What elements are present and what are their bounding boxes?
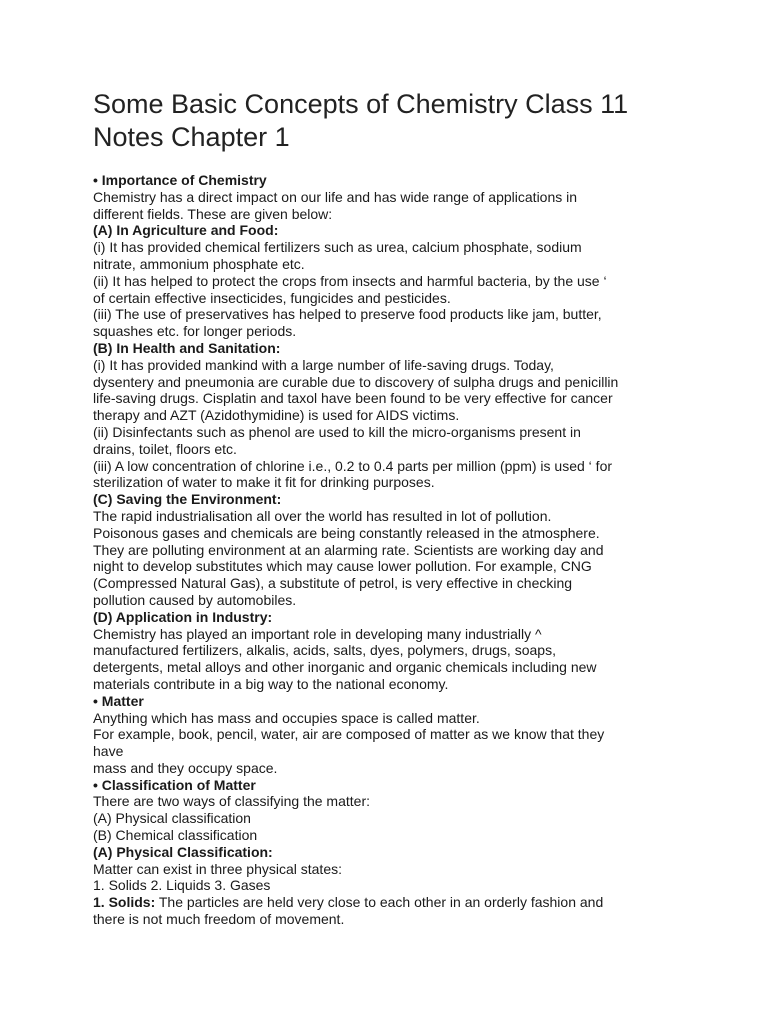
body-line: Chemistry has a direct impact on our life and has wide range of applications in xyxy=(93,188,578,205)
document-body xyxy=(93,172,683,928)
body-line: sterilization of water to make it fit for drinking purposes. xyxy=(93,474,435,491)
body-line: detergents, metal alloys and other inorganic and organic chemicals including new xyxy=(93,659,597,676)
body-line: mass and they occupy space. xyxy=(93,759,278,776)
body-line: pollution caused by automobiles. xyxy=(93,591,297,608)
body-line: There are two ways of classifying the matter: xyxy=(93,793,370,810)
section-heading: (C) Saving the Environment: xyxy=(93,491,282,508)
body-line: manufactured fertilizers, alkalis, acids, salts, dyes, polymers, drugs, soaps, xyxy=(93,642,556,659)
body-line: materials contribute in a big way to the national economy. xyxy=(93,675,449,692)
body-line: drains, toilet, floors etc. xyxy=(93,440,237,457)
body-line: nitrate, ammonium phosphate etc. xyxy=(93,255,305,272)
body-line: (iii) A low concentration of chlorine i.e., 0.2 to 0.4 parts per million (ppm) is used ‘ for xyxy=(93,457,613,474)
body-line: 1. Solids 2. Liquids 3. Gases xyxy=(93,877,271,894)
body-line: They are polluting environment at an alarming rate. Scientists are working day and xyxy=(93,541,604,558)
body-line: have xyxy=(93,743,124,760)
inline-text: The particles are held very close to each other in an orderly fashion and xyxy=(155,894,604,911)
body-line: (Compressed Natural Gas), a substitute of petrol, is very effective in checking xyxy=(93,575,573,592)
body-line: (i) It has provided chemical fertilizers such as urea, calcium phosphate, sodium xyxy=(93,239,582,256)
body-line: therapy and AZT (Azidothymidine) is used for AIDS victims. xyxy=(93,407,460,424)
body-line: night to develop substitutes which may cause lower pollution. For example, CNG xyxy=(93,558,592,575)
document-page xyxy=(93,88,683,928)
body-line: (A) Physical classification xyxy=(93,810,251,827)
section-heading: • Classification of Matter xyxy=(93,776,256,793)
body-line: The rapid industrialisation all over the world has resulted in lot of pollution. xyxy=(93,507,552,524)
page-title-line: Notes Chapter 1 xyxy=(93,122,290,152)
section-heading: (A) In Agriculture and Food: xyxy=(93,222,279,239)
body-line: Chemistry has played an important role in developing many industrially ^ xyxy=(93,625,542,642)
body-line: (B) Chemical classification xyxy=(93,827,258,844)
body-line: (ii) Disinfectants such as phenol are used to kill the micro-organisms present in xyxy=(93,423,581,440)
section-heading: (B) In Health and Sanitation: xyxy=(93,339,281,356)
body-line: dysentery and pneumonia are curable due to discovery of sulpha drugs and penicillin xyxy=(93,373,619,390)
body-line: Poisonous gases and chemicals are being constantly released in the atmosphere. xyxy=(93,524,600,541)
page-title-line: Some Basic Concepts of Chemistry Class 11 xyxy=(93,89,629,119)
body-line: of certain effective insecticides, fungicides and pesticides. xyxy=(93,289,451,306)
inline-term: 1. Solids: xyxy=(93,894,156,911)
body-line: life-saving drugs. Cisplatin and taxol have been found to be very effective for cancer xyxy=(93,390,613,407)
section-heading: • Importance of Chemistry xyxy=(93,172,267,188)
body-line: Matter can exist in three physical states: xyxy=(93,860,342,877)
body-line: (ii) It has helped to protect the crops from insects and harmful bacteria, by the use ‘ xyxy=(93,272,607,289)
body-line: (iii) The use of preservatives has helped to preserve food products like jam, butter, xyxy=(93,306,602,323)
body-line: squashes etc. for longer periods. xyxy=(93,323,297,340)
body-line: Anything which has mass and occupies space is called matter. xyxy=(93,709,480,726)
body-line: there is not much freedom of movement. xyxy=(93,911,345,928)
body-line: For example, book, pencil, water, air are composed of matter as we know that they xyxy=(93,726,605,743)
body-line xyxy=(93,894,683,911)
body-line: (i) It has provided mankind with a large number of life-saving drugs. Today, xyxy=(93,356,554,373)
body-line: different fields. These are given below: xyxy=(93,205,333,222)
section-heading: (A) Physical Classification: xyxy=(93,843,273,860)
page-title xyxy=(93,88,683,154)
section-heading: • Matter xyxy=(93,692,144,709)
section-heading: (D) Application in Industry: xyxy=(93,608,273,625)
